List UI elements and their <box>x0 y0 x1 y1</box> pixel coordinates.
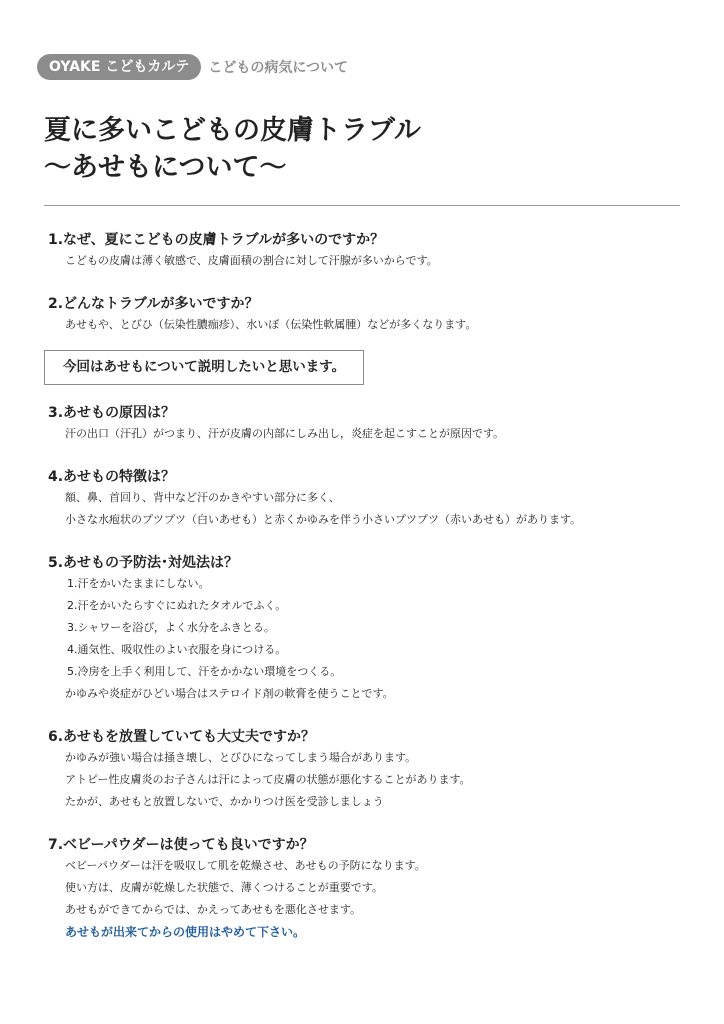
section-2 <box>48 294 688 336</box>
section-heading: 5.あせもの予防法･対処法は？ <box>48 555 239 571</box>
section-text: アトピー性皮膚炎のお子さんは汗によって皮膚の状態が悪化することがあります。 <box>65 773 471 786</box>
section-text: たかが、あせもと放置しないで、かかりつけ医を受診しましょう <box>65 795 384 808</box>
section-text: 汗の出口（汗孔）がつまり、汗が皮膚の内部にしみ出し，炎症を起こすことが原因です。 <box>65 427 505 440</box>
title-divider <box>44 205 680 206</box>
section-text: ベビーパウダーは汗を吸収して肌を乾燥させ、あせもの予防になります。 <box>65 859 426 872</box>
list-item: 2.汗をかいたらすぐにぬれたタオルでふく。 <box>67 599 287 612</box>
list-item: 1.汗をかいたままにしない。 <box>67 577 210 590</box>
section-heading: 1.なぜ、夏にこどもの皮膚トラブルが多いのですか？ <box>48 232 385 248</box>
section-text: こどもの皮膚は薄く敏感で、皮膚面積の割合に対して汗腺が多いからです。 <box>65 254 438 267</box>
section-heading: 6.あせもを放置していても大丈夫ですか？ <box>48 729 316 745</box>
section-text: あせもができてからでは、かえってあせもを悪化させます。 <box>65 903 362 916</box>
brand-badge: OYAKE こどもカルテ <box>37 54 201 80</box>
section-1 <box>48 230 688 272</box>
section-7 <box>48 835 688 943</box>
section-3 <box>48 403 688 445</box>
section-6 <box>48 727 688 813</box>
title-line-2: 〜あせもについて〜 <box>44 152 287 183</box>
page-title <box>44 112 421 186</box>
callout-box: 今回はあせもについて説明したいと思います。 <box>44 350 364 385</box>
section-4 <box>48 467 688 531</box>
list-item: 3.シャワーを浴び，よく水分をふきとる。 <box>67 621 275 634</box>
page-header <box>37 54 348 80</box>
category-label: こどもの病気について <box>208 60 349 76</box>
section-text: あせもや、とびひ（伝染性膿痂疹）、水いぼ（伝染性軟属腫）などが多くなります。 <box>65 318 477 331</box>
emphasis-text: あせもが出来てからの使用はやめて下さい。 <box>65 925 306 939</box>
list-item: 5.冷房を上手く利用して、汗をかかない環境をつくる。 <box>67 665 342 678</box>
section-heading: 2.どんなトラブルが多いですか？ <box>48 296 259 312</box>
article-content <box>48 230 688 943</box>
section-heading: 3.あせもの原因は？ <box>48 405 176 421</box>
section-5 <box>48 553 688 705</box>
section-text: 使い方は、皮膚が乾燥した状態で、薄くつけることが重要です。 <box>65 881 383 894</box>
section-text: 小さな水疱状のプツプツ（白いあせも）と赤くかゆみを伴う小さいプツプツ（赤いあせも）があります。 <box>65 513 582 526</box>
section-text: 額、鼻、首回り、背中など汗のかきやすい部分に多く、 <box>65 491 340 504</box>
section-heading: 4.あせもの特徴は？ <box>48 469 176 485</box>
section-text: かゆみが強い場合は掻き壊し、とびひになってしまう場合があります。 <box>65 751 417 764</box>
section-heading: 7.ベビーパウダーは使っても良いですか？ <box>48 837 314 853</box>
section-note: かゆみや炎症がひどい場合はステロイド剤の軟膏を使うことです。 <box>65 687 394 700</box>
title-line-1: 夏に多いこどもの皮膚トラブル <box>44 115 421 146</box>
list-item: 4.通気性、吸収性のよい衣服を身につける。 <box>67 643 287 656</box>
